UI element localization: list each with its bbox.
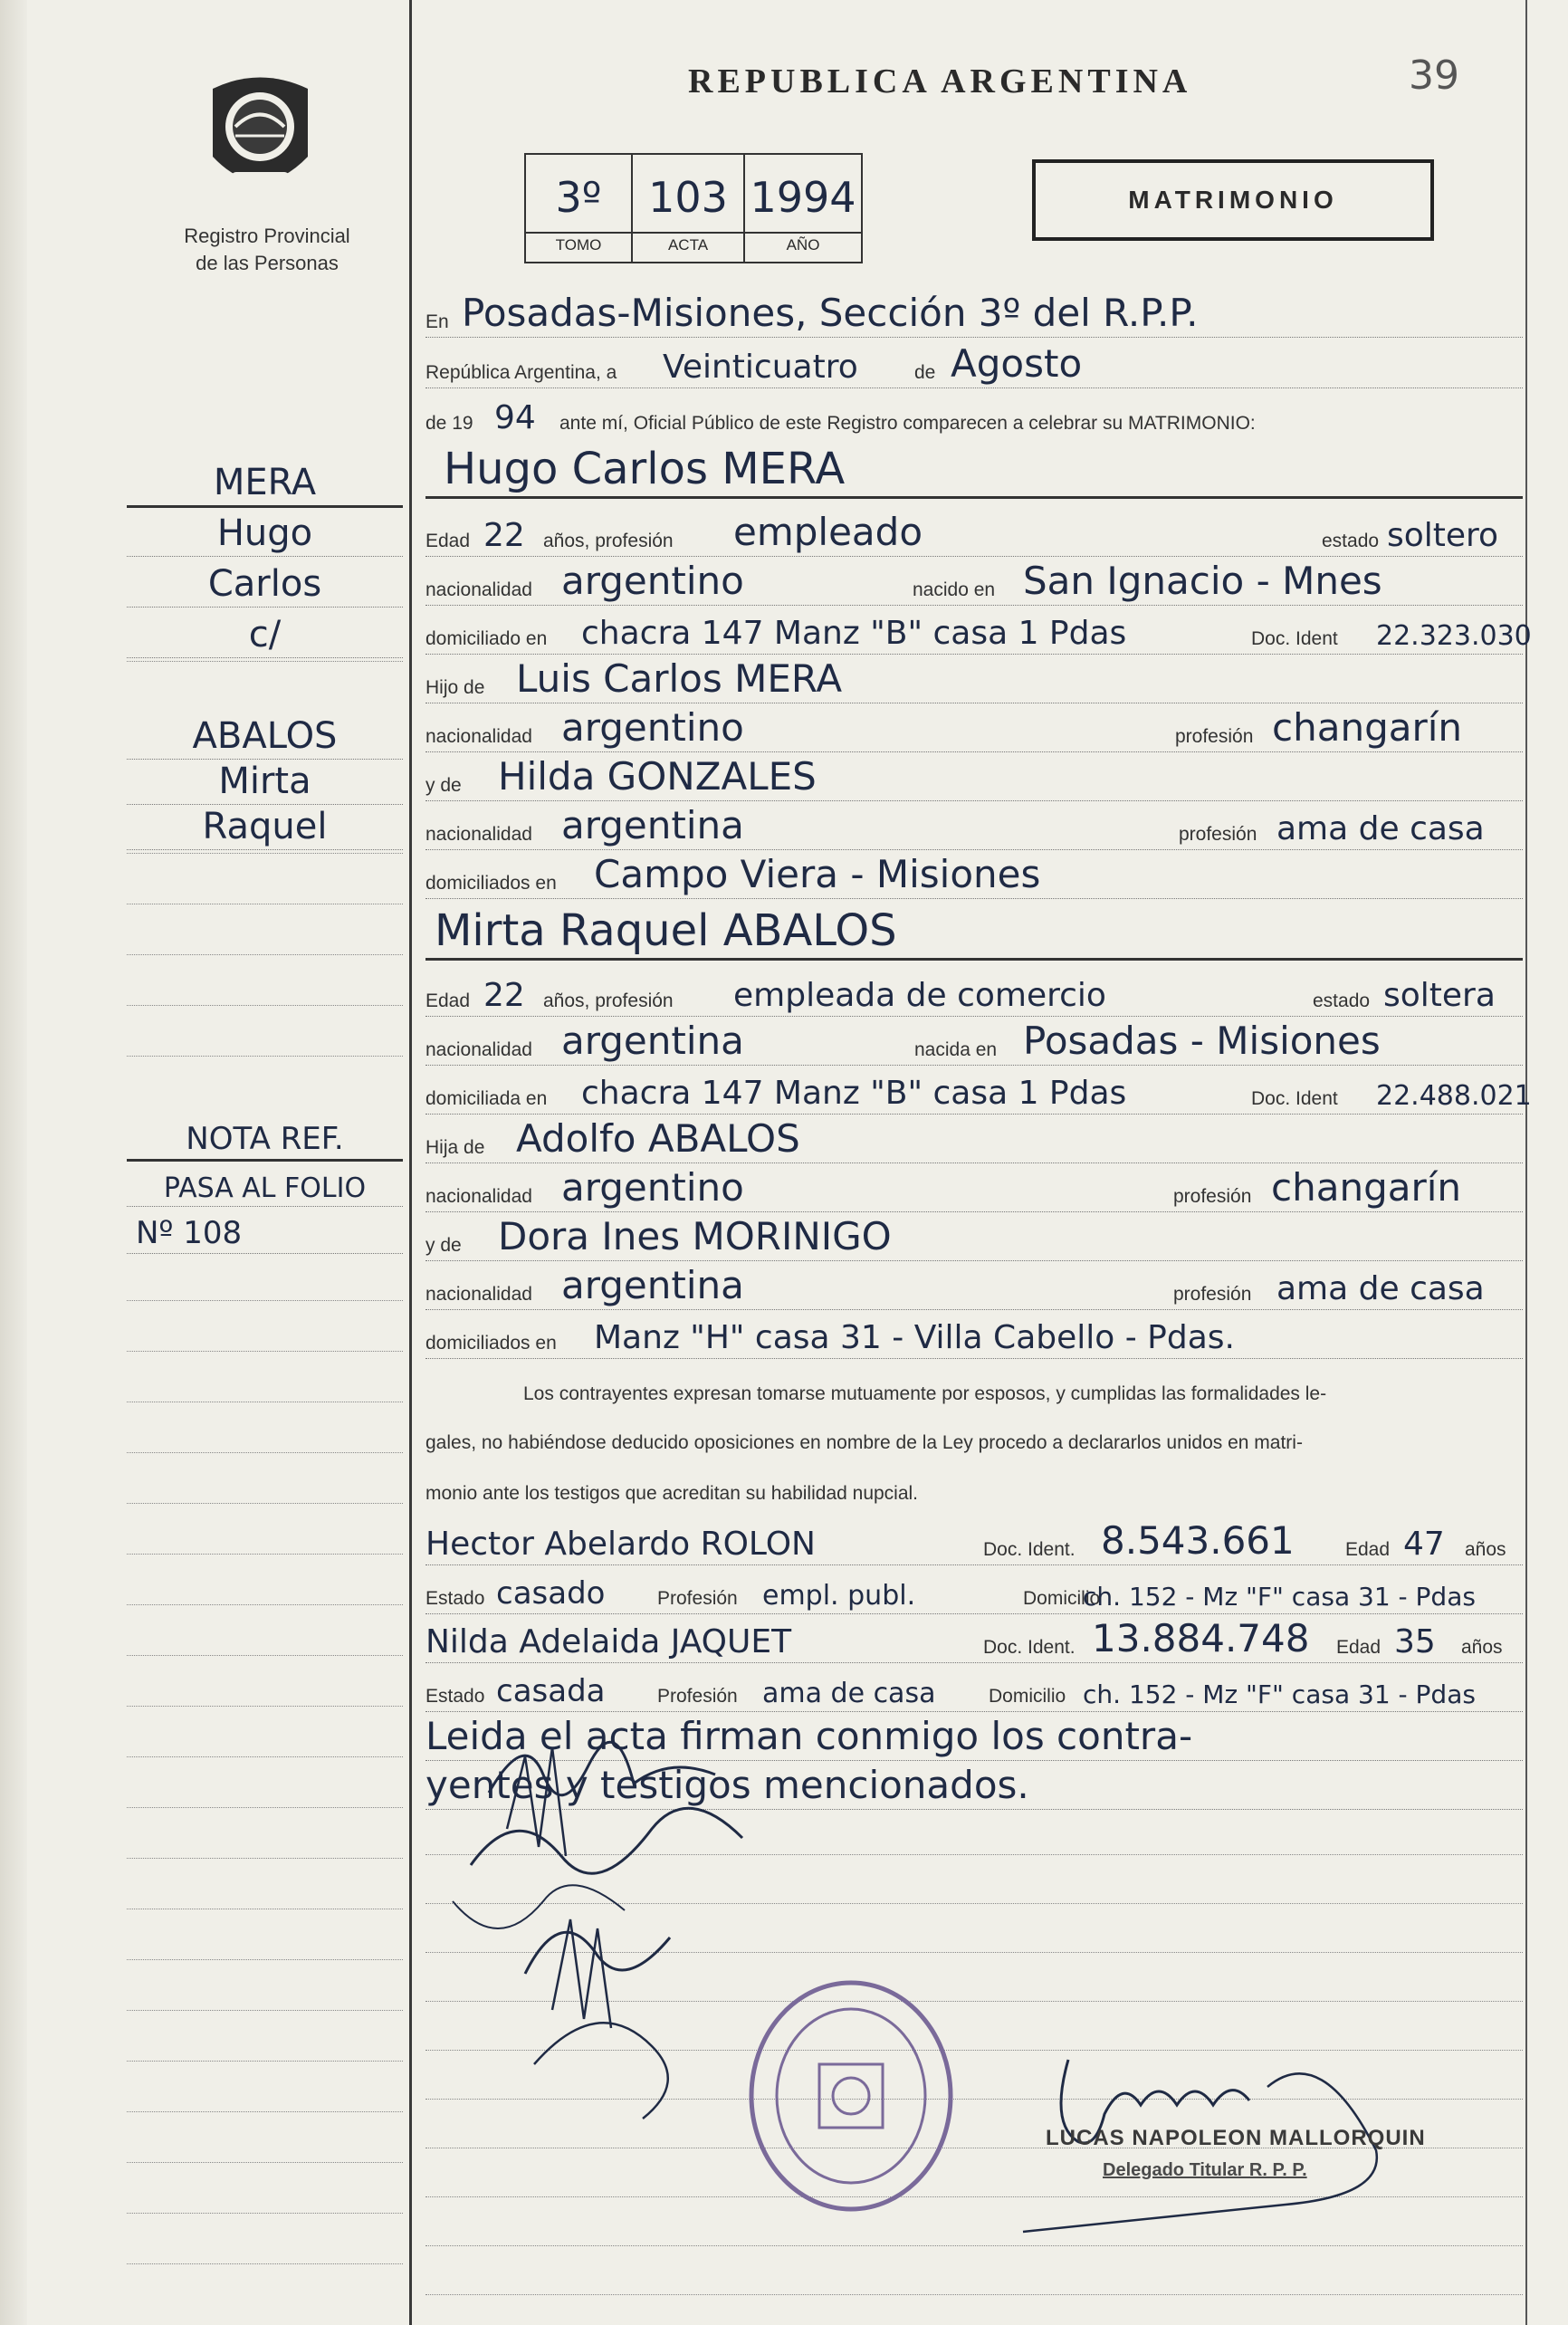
bride-doc-label: Doc. Ident	[1251, 1088, 1338, 1109]
record-box	[524, 153, 863, 263]
bride-birthplace: Posadas - Misiones	[1023, 1019, 1381, 1063]
margin-conjunction: c/	[248, 614, 282, 655]
groom-y-de-label: y de	[425, 775, 462, 796]
margin-ruled-line	[127, 2061, 403, 2062]
bride-y-de-label: y de	[425, 1235, 462, 1256]
year-prefix-label: de 19	[425, 413, 473, 434]
groom-mother-row	[425, 753, 1523, 801]
margin-line-7	[127, 802, 403, 850]
bride-profession: empleada de comercio	[733, 977, 1106, 1014]
ruled-line	[425, 2294, 1523, 2295]
margin-divider	[409, 0, 412, 2325]
acta-cell	[633, 155, 745, 262]
witness-2-age: 35	[1394, 1623, 1436, 1660]
groom-hijo-label: Hijo de	[425, 677, 485, 698]
witness-2-prof-label: Profesión	[657, 1686, 738, 1707]
margin-bride-firstname: Mirta	[218, 761, 311, 802]
declaration-line-1: Los contrayentes expresan tomarse mutuamente por esposos, y cumplidas las formalidades le-	[523, 1383, 1327, 1404]
witness-1-name: Hector Abelardo ROLON	[425, 1526, 816, 1563]
margin-line-4	[127, 610, 403, 658]
witness-1-civil-status: casado	[496, 1575, 606, 1612]
anio-label: AÑO	[745, 232, 861, 254]
bride-doc-id: 22.488.021	[1376, 1080, 1532, 1112]
witness-2-edad-label: Edad	[1336, 1637, 1382, 1658]
margin-ruled-line	[127, 1655, 403, 1656]
intro-date-row	[425, 340, 1523, 388]
witness-2-doc-label: Doc. Ident.	[983, 1637, 1076, 1658]
declaration-line-2: gales, no habiéndose deducido oposiciones en nombre de la Ley procedo a declararlos unidos en matri-	[425, 1432, 1303, 1453]
margin-ruled-line	[127, 1706, 403, 1707]
witness-2-row	[425, 1615, 1523, 1663]
groom-parents-address-row	[425, 851, 1523, 899]
intro-statement: ante mí, Oficial Público de este Registro comparecen a celebrar su MATRIMONIO:	[559, 413, 1256, 434]
margin-surname: MERA	[213, 462, 317, 503]
margin-ruled-line	[127, 1959, 403, 1960]
bride-domiciliada-label: domiciliada en	[425, 1088, 548, 1109]
declaration-line-3: monio ante los testigos que acreditan su habilidad nupcial.	[425, 1483, 919, 1504]
bride-mother-nac-label: nacionalidad	[425, 1284, 532, 1305]
bride-father-prof-label: profesión	[1173, 1186, 1252, 1207]
groom-doc-label: Doc. Ident	[1251, 628, 1338, 649]
witness-1-profession: empl. publ.	[762, 1580, 916, 1612]
margin-bride-middlename: Raquel	[202, 806, 328, 847]
groom-name-row	[425, 445, 1523, 499]
bride-age: 22	[483, 977, 525, 1014]
margin-firstname: Hugo	[216, 512, 313, 554]
groom-birthplace: San Ignacio - Mnes	[1023, 559, 1382, 603]
groom-father-nac-label: nacionalidad	[425, 726, 532, 747]
margin-note-1	[127, 1112, 403, 1162]
groom-nationality-row	[425, 558, 1523, 606]
witness-1-age: 47	[1403, 1526, 1445, 1563]
witness-2-civil-status: casada	[496, 1673, 606, 1709]
margin-ruled-line	[127, 1503, 403, 1504]
groom-domiciliado-label: domiciliado en	[425, 628, 548, 649]
witness-1-details-row	[425, 1566, 1523, 1614]
bride-mother-details-row	[425, 1262, 1523, 1310]
witness-2-details-row	[425, 1664, 1523, 1712]
closing-line-2: yentes y testigos mencionados.	[425, 1763, 1029, 1807]
witness-1-doc-label: Doc. Ident.	[983, 1539, 1076, 1560]
registry-stamp-icon	[742, 1974, 960, 2218]
groom-nacido-label: nacido en	[913, 579, 996, 600]
margin-note-2	[127, 1159, 403, 1207]
groom-father-prof-label: profesión	[1175, 726, 1254, 747]
groom-mother-nationality: argentina	[561, 803, 744, 847]
margin-bride-surname: ABALOS	[192, 715, 338, 757]
groom-profesion-label: años, profesión	[543, 531, 674, 551]
margin-ruled-line	[127, 1300, 403, 1301]
groom-father-profession: changarín	[1272, 705, 1463, 750]
groom-mother-details-row	[425, 802, 1523, 850]
bride-father-name: Adolfo ABALOS	[516, 1116, 800, 1161]
margin-line-3	[127, 560, 403, 608]
margin-note-line3: Nº 108	[136, 1215, 243, 1251]
groom-father-name: Luis Carlos MERA	[516, 656, 843, 701]
page-binding	[0, 0, 27, 2325]
margin-note-line1: NOTA REF.	[186, 1121, 344, 1157]
bride-address: chacra 147 Manz "B" casa 1 Pdas	[581, 1075, 1127, 1112]
registry-name-line1: Registro Provincial	[184, 225, 350, 247]
margin-ruled-line	[127, 1756, 403, 1757]
margin-line-1	[127, 458, 403, 508]
bride-name: Mirta Raquel ABALOS	[435, 905, 897, 956]
registry-name-line2: de las Personas	[196, 252, 339, 274]
groom-address-row	[425, 607, 1532, 655]
bride-parents-address-row	[425, 1311, 1523, 1359]
groom-father-nationality: argentino	[561, 705, 744, 750]
year-suffix-value: 94	[494, 399, 536, 436]
witness-1-edad-label: Edad	[1345, 1539, 1391, 1560]
provincial-seal-icon	[204, 71, 317, 202]
bride-civil-status: soltera	[1383, 977, 1496, 1014]
margin-ruled-line	[127, 2111, 403, 2112]
right-border	[1525, 0, 1527, 2325]
ruled-line	[425, 2245, 1523, 2246]
officer-role: Delegado Titular R. P. P.	[1103, 2160, 1307, 2180]
document-type-box: MATRIMONIO	[1032, 159, 1434, 241]
intro-place-row	[425, 290, 1523, 338]
tomo-label: TOMO	[526, 232, 631, 254]
margin-ruled-line	[127, 2010, 403, 2011]
margin-line-6	[127, 757, 403, 805]
groom-mother-name: Hilda GONZALES	[498, 754, 817, 799]
groom-edad-label: Edad	[425, 531, 471, 551]
de-label: de	[914, 362, 936, 383]
day-value: Veinticuatro	[663, 349, 858, 386]
groom-father-details-row	[425, 704, 1523, 752]
margin-ruled-line	[127, 1351, 403, 1352]
margin-ruled-line	[127, 1056, 403, 1057]
groom-estado-label: estado	[1322, 531, 1380, 551]
groom-domiciliados-label: domiciliados en	[425, 873, 557, 894]
bride-mother-row	[425, 1213, 1523, 1261]
margin-ruled-line	[127, 1807, 403, 1808]
margin-ruled-line	[127, 1452, 403, 1453]
groom-parents-address: Campo Viera - Misiones	[594, 852, 1041, 896]
country-title: REPUBLICA ARGENTINA	[688, 62, 1192, 100]
groom-mother-profession: ama de casa	[1276, 810, 1485, 847]
bride-edad-label: Edad	[425, 990, 471, 1011]
tomo-cell	[526, 155, 633, 262]
groom-address: chacra 147 Manz "B" casa 1 Pdas	[581, 615, 1127, 652]
margin-ruled-line	[127, 1858, 403, 1859]
bride-nationality: argentina	[561, 1019, 744, 1063]
margin-line-2	[127, 509, 403, 557]
bride-mother-profession: ama de casa	[1276, 1270, 1485, 1307]
anio-cell	[745, 155, 861, 262]
witness-2-dom-label: Domicilio	[989, 1686, 1066, 1707]
margin-ruled-line	[127, 2162, 403, 2163]
witness-1-dom-label: Domicilio	[1023, 1588, 1101, 1609]
witness-1-estado-label: Estado	[425, 1588, 485, 1609]
bride-nacida-label: nacida en	[914, 1039, 998, 1060]
margin-note-3	[127, 1206, 403, 1254]
bride-father-row	[425, 1115, 1523, 1163]
officer-name: LUCAS NAPOLEON MALLORQUIN	[1046, 2126, 1426, 2150]
anio-value: 1994	[750, 173, 856, 222]
bride-age-row	[425, 969, 1523, 1017]
bride-hija-label: Hija de	[425, 1137, 485, 1158]
groom-mother-nac-label: nacionalidad	[425, 824, 532, 845]
folio-number: 39	[1409, 53, 1459, 99]
witness-1-anos-label: años	[1465, 1539, 1506, 1560]
groom-name: Hugo Carlos MERA	[444, 444, 846, 494]
bride-parents-address: Manz "H" casa 31 - Villa Cabello - Pdas.	[594, 1319, 1235, 1356]
bride-domiciliados-label: domiciliados en	[425, 1333, 557, 1354]
margin-ruled-line	[127, 2263, 403, 2264]
groom-age: 22	[483, 517, 525, 554]
bride-father-nationality: argentino	[561, 1165, 744, 1210]
bride-nacionalidad-label: nacionalidad	[425, 1039, 532, 1060]
bride-profesion-label: años, profesión	[543, 990, 674, 1011]
declaration-line-3-row	[425, 1461, 1523, 1508]
bride-mother-name: Dora Ines MORINIGO	[498, 1214, 892, 1258]
witness-1-row	[425, 1517, 1523, 1565]
witness-2-profession: ama de casa	[762, 1678, 936, 1709]
groom-doc-id: 22.323.030	[1376, 620, 1532, 652]
witness-2-estado-label: Estado	[425, 1686, 485, 1707]
groom-civil-status: soltero	[1387, 517, 1499, 554]
groom-mother-prof-label: profesión	[1179, 824, 1257, 845]
groom-father-row	[425, 655, 1523, 703]
groom-age-row	[425, 509, 1523, 557]
groom-nationality: argentino	[561, 559, 744, 603]
month-value: Agosto	[951, 341, 1083, 386]
witness-1-prof-label: Profesión	[657, 1588, 738, 1609]
margin-note-line2: PASA AL FOLIO	[163, 1172, 367, 1204]
tomo-value: 3º	[555, 173, 602, 222]
margin-ruled-line	[127, 1005, 403, 1006]
acta-value: 103	[648, 173, 728, 222]
en-label: En	[425, 311, 449, 332]
registry-name	[136, 223, 398, 277]
witness-2-name: Nilda Adelaida JAQUET	[425, 1623, 792, 1660]
groom-profession: empleado	[733, 510, 923, 554]
bride-mother-nationality: argentina	[561, 1263, 744, 1307]
margin-ruled-line	[127, 2213, 403, 2214]
bride-name-row	[425, 905, 1523, 961]
bride-mother-prof-label: profesión	[1173, 1284, 1252, 1305]
acta-label: ACTA	[633, 232, 743, 254]
witness-2-doc-id: 13.884.748	[1092, 1616, 1310, 1660]
declaration-line-2-row	[425, 1411, 1523, 1458]
bride-father-profession: changarín	[1271, 1165, 1462, 1210]
margin-ruled-line	[127, 954, 403, 955]
witness-2-anos-label: años	[1461, 1637, 1503, 1658]
groom-nacionalidad-label: nacionalidad	[425, 579, 532, 600]
witness-1-doc-id: 8.543.661	[1101, 1518, 1295, 1563]
witness-2-address: ch. 152 - Mz "F" casa 31 - Pdas	[1083, 1679, 1476, 1709]
bride-estado-label: estado	[1313, 990, 1371, 1011]
bride-nationality-row	[425, 1018, 1523, 1066]
margin-ruled-line	[127, 853, 403, 854]
witness-1-address: ch. 152 - Mz "F" casa 31 - Pdas	[1083, 1582, 1476, 1612]
bride-father-nac-label: nacionalidad	[425, 1186, 532, 1207]
margin-ruled-line	[127, 661, 403, 662]
bride-father-details-row	[425, 1164, 1523, 1212]
declaration-line-1-row	[425, 1362, 1523, 1409]
place-value: Posadas-Misiones, Sección 3º del R.P.P.	[462, 291, 1199, 335]
signature-scribbles-icon	[416, 1720, 779, 2137]
intro-year-row	[425, 391, 1523, 438]
closing-line-1: Leida el acta firman conmigo los contra-	[425, 1714, 1193, 1758]
margin-middlename: Carlos	[207, 563, 322, 605]
margin-ruled-line	[127, 1604, 403, 1605]
margin-line-5	[127, 712, 403, 760]
republica-label: República Argentina, a	[425, 362, 617, 383]
margin-ruled-line	[127, 1554, 403, 1555]
bride-address-row	[425, 1067, 1532, 1115]
